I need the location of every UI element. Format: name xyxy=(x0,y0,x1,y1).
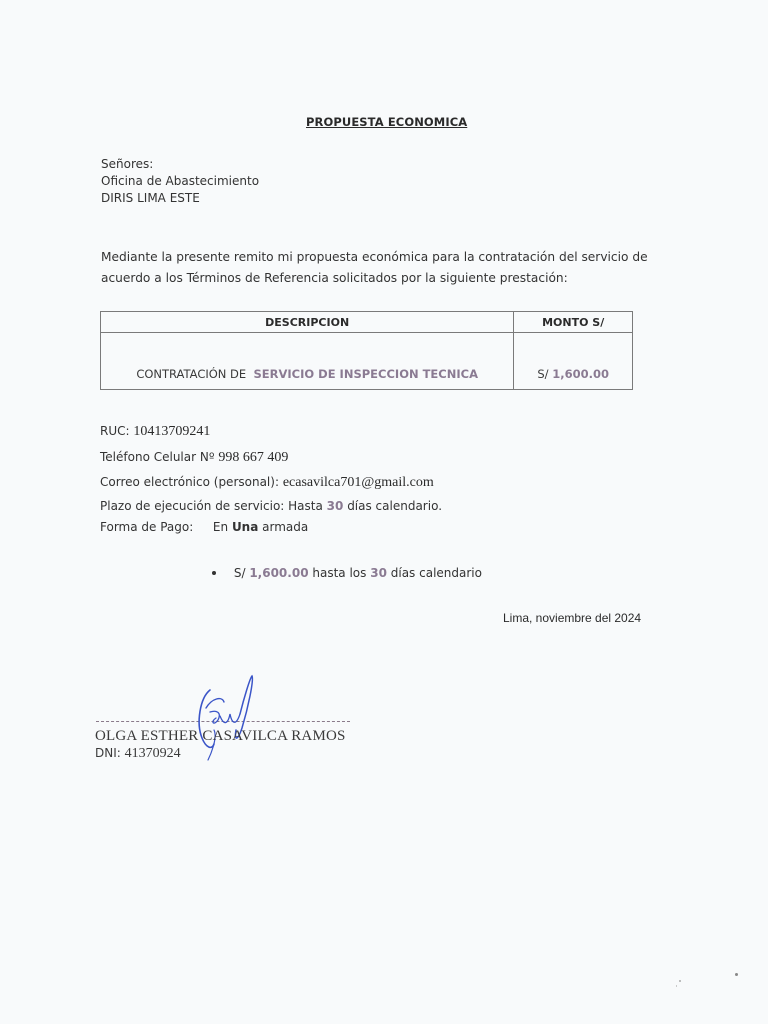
addressee-entity: DIRIS LIMA ESTE xyxy=(101,191,200,205)
ruc-line xyxy=(100,424,210,440)
schedule-currency: S/ xyxy=(233,566,246,580)
term-days: 30 xyxy=(326,499,344,513)
phone-value: 998 667 409 xyxy=(218,450,289,465)
email-line xyxy=(100,475,434,491)
phone-line xyxy=(100,450,288,466)
ruc-label: RUC: xyxy=(100,424,130,438)
table-row xyxy=(101,333,633,390)
schedule-text-end: días calendario xyxy=(390,566,482,580)
schedule-amount: 1,600.00 xyxy=(249,566,309,580)
addressee-block xyxy=(101,156,259,207)
payment-suffix: armada xyxy=(262,520,309,534)
amount-cell xyxy=(514,333,633,390)
proposal-table xyxy=(100,311,633,390)
description-service: SERVICIO DE INSPECCION TECNICA xyxy=(253,367,478,381)
place-and-date: Lima, noviembre del 2024 xyxy=(503,611,642,625)
signatory-name: OLGA ESTHER CASAVILCA RAMOS xyxy=(95,728,346,744)
scan-speck xyxy=(679,980,681,982)
payment-prefix: En xyxy=(212,520,229,534)
dni-label: DNI: xyxy=(95,746,121,760)
column-header-description: DESCRIPCION xyxy=(101,312,514,333)
table-header-row xyxy=(101,312,633,333)
description-cell xyxy=(101,333,514,390)
email-value: ecasavilca701@gmail.com xyxy=(282,475,434,490)
column-header-amount: MONTO S/ xyxy=(514,312,633,333)
scan-speck xyxy=(735,973,738,976)
schedule-days: 30 xyxy=(370,566,387,580)
addressee-salutation: Señores: xyxy=(101,157,154,171)
schedule-text-mid: hasta los xyxy=(312,566,367,580)
dni-value: 41370924 xyxy=(124,746,181,761)
handwritten-signature-icon xyxy=(188,668,263,763)
description-prefix: CONTRATACIÓN DE xyxy=(136,367,247,381)
amount-value: 1,600.00 xyxy=(552,367,609,381)
document-title: PROPUESTA ECONOMICA xyxy=(306,115,468,129)
term-line xyxy=(100,499,442,513)
ruc-value: 10413709241 xyxy=(133,424,211,439)
payment-count: Una xyxy=(231,520,259,534)
scan-speck xyxy=(676,985,677,987)
term-label: Plazo de ejecución de servicio: Hasta xyxy=(100,499,323,513)
bullet-icon xyxy=(212,571,216,575)
payment-schedule-item xyxy=(212,566,482,580)
payment-label: Forma de Pago: xyxy=(100,520,194,534)
payment-line xyxy=(100,520,308,534)
phone-label: Teléfono Celular Nº xyxy=(100,450,215,464)
email-label: Correo electrónico (personal): xyxy=(100,475,279,489)
addressee-office: Oficina de Abastecimiento xyxy=(101,174,260,188)
intro-paragraph: Mediante la presente remito mi propuesta económica para la contratación del servicio de acuerdo a los Términos de Referencia solicitados por la siguiente prestación: xyxy=(101,250,648,285)
term-suffix: días calendario. xyxy=(347,499,443,513)
amount-currency: S/ xyxy=(537,367,549,381)
signatory-dni xyxy=(95,746,181,762)
